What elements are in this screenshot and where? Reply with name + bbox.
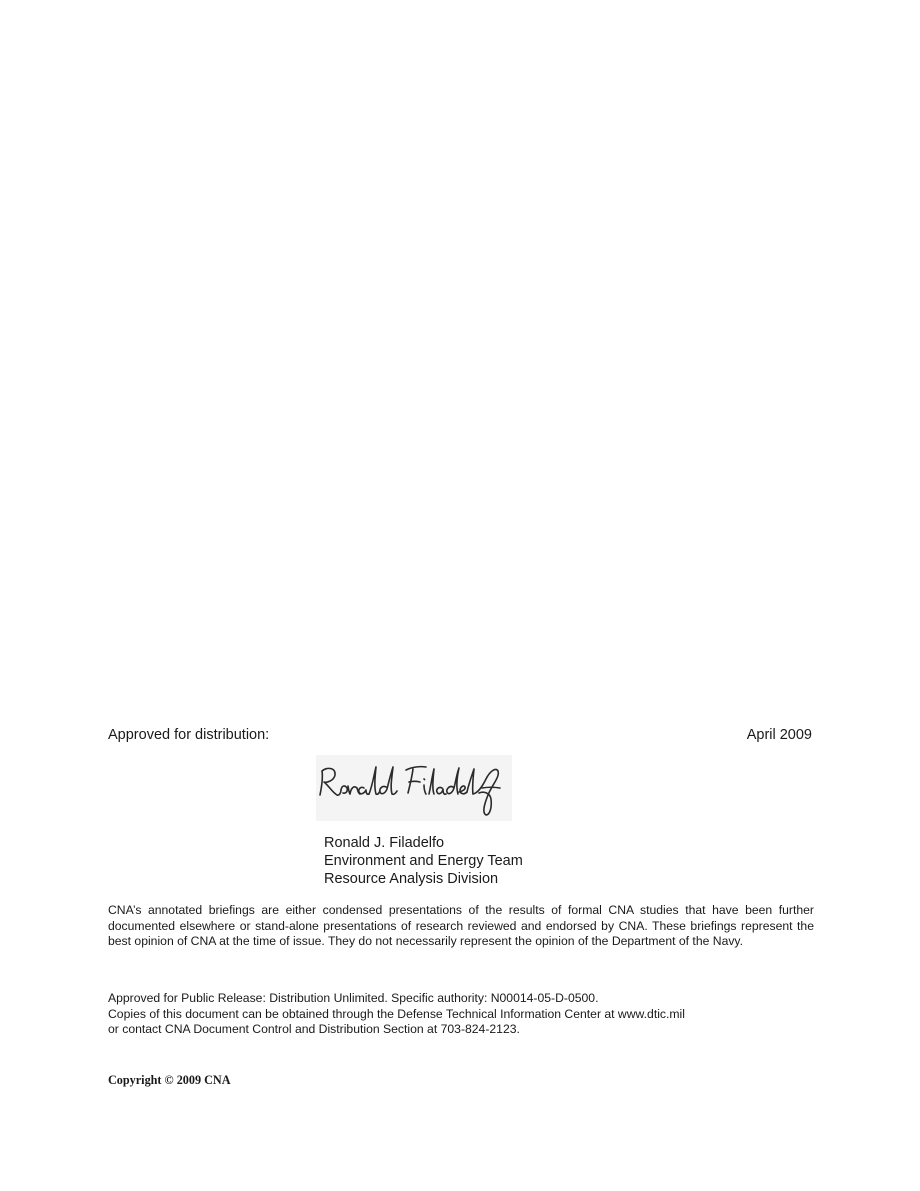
approval-date: April 2009 — [746, 727, 812, 743]
release-line-dtic: Copies of this document can be obtained through the Defense Technical Information Center at www.dtic.mil — [108, 1006, 685, 1021]
release-statement — [108, 991, 818, 1038]
signer-division: Resource Analysis Division — [324, 871, 499, 888]
signature-image — [316, 755, 512, 821]
signer-block — [324, 834, 523, 889]
copyright-notice: Copyright © 2009 CNA — [108, 1073, 231, 1087]
signer-name: Ronald J. Filadelfo — [324, 835, 445, 851]
release-line-contact: or contact CNA Document Control and Distribution Section at 703-824-2123. — [108, 1022, 520, 1037]
release-line-authority: Approved for Public Release: Distribution Unlimited. Specific authority: N00014-05-D-0500. — [108, 991, 599, 1005]
disclaimer-paragraph: CNA’s annotated briefings are either condensed presentations of the results of formal CNA studies that have been further documented elsewhere or stand-alone presentations of research reviewed and endorsed by CNA. These briefings represent the best opinion of CNA at the time of issue. They do not necessarily represent the opinion of the Department of the Navy. — [108, 903, 814, 949]
approval-label: Approved for distribution: — [108, 727, 270, 743]
signer-team: Environment and Energy Team — [324, 853, 523, 870]
signature-drawing — [316, 755, 512, 821]
